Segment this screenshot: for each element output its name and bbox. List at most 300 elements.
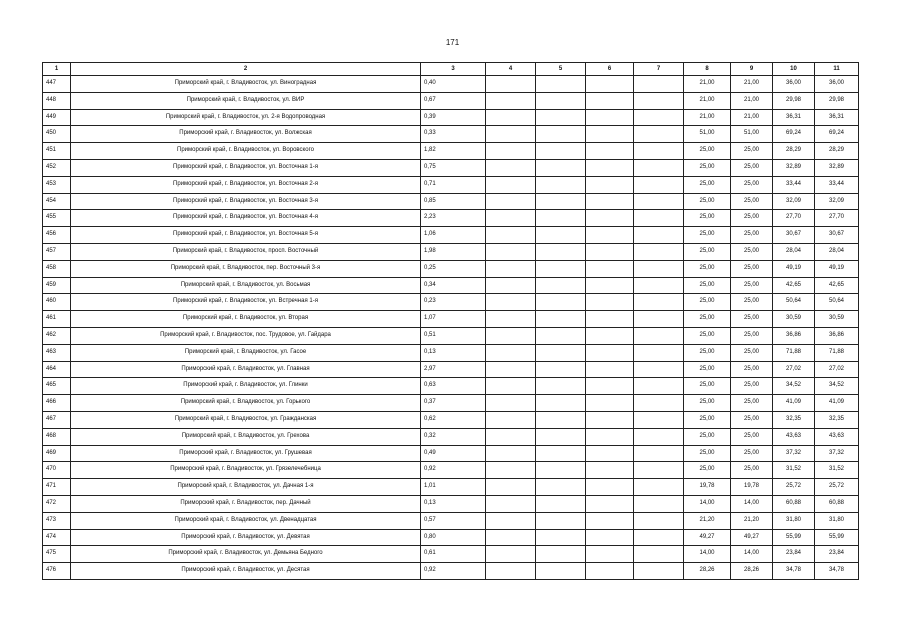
table-cell (536, 176, 586, 193)
table-cell (486, 411, 536, 428)
table-cell (586, 411, 634, 428)
table-cell: Приморский край, г. Владивосток, ул. Восточная 3-я (71, 193, 421, 210)
table-cell: 25,00 (684, 159, 731, 176)
table-cell: 2,97 (421, 361, 486, 378)
table-row (43, 462, 859, 479)
table-cell: 0,92 (421, 563, 486, 580)
table-cell: 31,80 (773, 512, 815, 529)
table-cell: 448 (43, 92, 71, 109)
table-cell: 457 (43, 243, 71, 260)
table-cell (634, 210, 684, 227)
table-cell: Приморский край, г. Владивосток, ул. Дачная 1-я (71, 479, 421, 496)
table-cell: 0,13 (421, 344, 486, 361)
table-cell: 21,00 (684, 76, 731, 93)
column-header: 8 (684, 63, 731, 76)
table-cell (486, 159, 536, 176)
table-cell: 14,00 (731, 495, 773, 512)
table-cell: 49,27 (684, 529, 731, 546)
table-cell: Приморский край, г. Владивосток, ул. Восьмая (71, 277, 421, 294)
table-cell (634, 495, 684, 512)
table-cell: 25,00 (684, 361, 731, 378)
table-cell (634, 411, 684, 428)
table-cell: 25,00 (731, 294, 773, 311)
table-cell: 34,78 (773, 563, 815, 580)
table-cell: 470 (43, 462, 71, 479)
table-cell (486, 277, 536, 294)
table-row (43, 445, 859, 462)
table-cell (536, 260, 586, 277)
table-cell (634, 126, 684, 143)
table-cell (586, 495, 634, 512)
table-cell (634, 92, 684, 109)
table-cell: 0,51 (421, 327, 486, 344)
table-cell: 21,00 (731, 109, 773, 126)
table-cell: 1,98 (421, 243, 486, 260)
table-cell (634, 378, 684, 395)
table-cell: 25,00 (731, 159, 773, 176)
table-cell (586, 311, 634, 328)
table-row (43, 378, 859, 395)
table-cell: 468 (43, 428, 71, 445)
table-cell: 21,00 (731, 76, 773, 93)
table-body (43, 76, 859, 580)
table-cell (536, 495, 586, 512)
table-cell (586, 92, 634, 109)
table-cell: 25,00 (731, 260, 773, 277)
table-cell: 51,00 (731, 126, 773, 143)
table-cell: Приморский край, г. Владивосток, ул. Горького (71, 395, 421, 412)
table-cell: 0,13 (421, 495, 486, 512)
table-cell: 0,57 (421, 512, 486, 529)
table-row (43, 243, 859, 260)
table-cell: 25,00 (684, 277, 731, 294)
table-cell: 449 (43, 109, 71, 126)
table-cell: 21,20 (731, 512, 773, 529)
table-cell: 25,00 (684, 462, 731, 479)
table-cell (536, 411, 586, 428)
table-cell (586, 277, 634, 294)
table-cell: 28,04 (815, 243, 859, 260)
table-cell (634, 76, 684, 93)
table-row (43, 277, 859, 294)
header-row (43, 63, 859, 76)
table-cell (634, 294, 684, 311)
table-cell: 475 (43, 546, 71, 563)
table-cell (486, 311, 536, 328)
table-cell: 28,29 (773, 143, 815, 160)
table-cell: 28,04 (773, 243, 815, 260)
table-cell: 41,09 (773, 395, 815, 412)
column-header: 1 (43, 63, 71, 76)
table-cell (586, 462, 634, 479)
table-row (43, 159, 859, 176)
table-cell (536, 294, 586, 311)
table-row (43, 546, 859, 563)
table-cell: 25,00 (684, 378, 731, 395)
table-cell: 42,65 (773, 277, 815, 294)
table-cell: 25,72 (773, 479, 815, 496)
column-header: 9 (731, 63, 773, 76)
table-cell (536, 428, 586, 445)
column-header: 2 (71, 63, 421, 76)
table-cell (586, 109, 634, 126)
table-row (43, 210, 859, 227)
table-cell: Приморский край, г. Владивосток, ул. Встречная 1-я (71, 294, 421, 311)
table-cell: 25,00 (684, 411, 731, 428)
table-cell: Приморский край, г. Владивосток, пос. Трудовое, ул. Гайдара (71, 327, 421, 344)
table-row (43, 479, 859, 496)
table-cell: 34,52 (773, 378, 815, 395)
table-cell: 25,00 (731, 193, 773, 210)
table-cell: 0,80 (421, 529, 486, 546)
table-cell: Приморский край, г. Владивосток, ул. Грушевая (71, 445, 421, 462)
table-row (43, 176, 859, 193)
column-header: 3 (421, 63, 486, 76)
table-cell (634, 479, 684, 496)
table-cell: 25,00 (731, 176, 773, 193)
table-cell: Приморский край, г. Владивосток, ул. Демьяна Бедного (71, 546, 421, 563)
table-cell: Приморский край, г. Владивосток, просп. Восточный (71, 243, 421, 260)
table-cell: 32,89 (773, 159, 815, 176)
table-cell: 32,09 (815, 193, 859, 210)
table-cell: 60,88 (773, 495, 815, 512)
table-row (43, 428, 859, 445)
table-cell (634, 227, 684, 244)
table-cell (486, 361, 536, 378)
table-cell: 454 (43, 193, 71, 210)
table-cell: 25,00 (731, 227, 773, 244)
table-cell: 25,00 (731, 462, 773, 479)
table-cell (486, 227, 536, 244)
table-cell: 29,98 (815, 92, 859, 109)
column-header: 11 (815, 63, 859, 76)
table-cell (586, 479, 634, 496)
table-row (43, 361, 859, 378)
table-cell: 69,24 (815, 126, 859, 143)
table-cell (586, 327, 634, 344)
table-cell (486, 327, 536, 344)
table-cell: 0,32 (421, 428, 486, 445)
table-cell: 456 (43, 227, 71, 244)
table-cell: 29,98 (773, 92, 815, 109)
table-cell: 0,34 (421, 277, 486, 294)
table-cell: 41,09 (815, 395, 859, 412)
table-row (43, 495, 859, 512)
table-cell: Приморский край, г. Владивосток, ул. Восточная 5-я (71, 227, 421, 244)
table-cell: 462 (43, 327, 71, 344)
column-header: 7 (634, 63, 684, 76)
table-cell (634, 277, 684, 294)
table-cell (634, 311, 684, 328)
table-cell: 463 (43, 344, 71, 361)
table-cell: Приморский край, г. Владивосток, ул. Волжская (71, 126, 421, 143)
table-cell: 31,80 (815, 512, 859, 529)
table-cell: 14,00 (731, 546, 773, 563)
table-cell (536, 143, 586, 160)
table-cell: 25,00 (684, 227, 731, 244)
table-cell (634, 395, 684, 412)
table-cell (536, 395, 586, 412)
table-cell (486, 210, 536, 227)
table-cell (486, 395, 536, 412)
table-cell (586, 176, 634, 193)
table-cell (586, 159, 634, 176)
table-cell: 452 (43, 159, 71, 176)
table-cell: 460 (43, 294, 71, 311)
table-cell: 36,31 (815, 109, 859, 126)
table-cell: Приморский край, г. Владивосток, ул. Воровского (71, 143, 421, 160)
table-cell: 25,00 (731, 395, 773, 412)
table-cell: 0,67 (421, 92, 486, 109)
table-cell: 28,29 (815, 143, 859, 160)
table-cell: 43,63 (815, 428, 859, 445)
table-cell (586, 344, 634, 361)
table-cell: 25,00 (731, 378, 773, 395)
column-header: 10 (773, 63, 815, 76)
table-cell (486, 378, 536, 395)
table-cell (634, 462, 684, 479)
table-cell (486, 529, 536, 546)
table-cell: 25,00 (684, 327, 731, 344)
table-cell: 34,78 (815, 563, 859, 580)
table-cell (586, 227, 634, 244)
table-cell: 25,00 (731, 277, 773, 294)
table-cell (634, 243, 684, 260)
table-cell: 49,19 (773, 260, 815, 277)
table-cell (586, 260, 634, 277)
table-cell: 455 (43, 210, 71, 227)
table-cell: 25,00 (731, 411, 773, 428)
table-cell: 25,00 (731, 445, 773, 462)
table-row (43, 126, 859, 143)
table-cell (536, 193, 586, 210)
table-cell: 36,00 (815, 76, 859, 93)
table-row (43, 411, 859, 428)
table-cell: 14,00 (684, 495, 731, 512)
table-cell (586, 126, 634, 143)
table-cell (586, 243, 634, 260)
table-cell: 0,92 (421, 462, 486, 479)
table-cell (536, 92, 586, 109)
table-cell: 27,70 (773, 210, 815, 227)
table-cell (486, 445, 536, 462)
table-cell (586, 563, 634, 580)
table-cell (536, 445, 586, 462)
table-cell (586, 210, 634, 227)
table-cell (536, 378, 586, 395)
table-cell: 55,99 (773, 529, 815, 546)
table-cell: Приморский край, г. Владивосток, ул. Глинки (71, 378, 421, 395)
table-cell: 25,00 (731, 428, 773, 445)
table-cell: Приморский край, г. Владивосток, ул. Девятая (71, 529, 421, 546)
table-cell: 471 (43, 479, 71, 496)
table-cell: 1,07 (421, 311, 486, 328)
table-cell: 25,00 (684, 143, 731, 160)
table-cell (586, 143, 634, 160)
table-cell: 50,64 (815, 294, 859, 311)
table-cell: Приморский край, г. Владивосток, ул. Главная (71, 361, 421, 378)
table-cell (486, 126, 536, 143)
table-cell: 28,26 (731, 563, 773, 580)
table-cell: Приморский край, г. Владивосток, ул. Виноградная (71, 76, 421, 93)
table-cell: 0,25 (421, 260, 486, 277)
table-cell (536, 344, 586, 361)
table-cell: 472 (43, 495, 71, 512)
page-number: 171 (445, 38, 460, 47)
table-cell (634, 546, 684, 563)
table-cell: 23,84 (773, 546, 815, 563)
table-cell: 30,59 (815, 311, 859, 328)
table-cell (536, 243, 586, 260)
table-cell: 25,00 (731, 361, 773, 378)
table-cell (536, 126, 586, 143)
column-header: 6 (586, 63, 634, 76)
table-row (43, 76, 859, 93)
table-cell (586, 395, 634, 412)
table-cell: Приморский край, г. Владивосток, ул. Гражданская (71, 411, 421, 428)
table-cell (634, 428, 684, 445)
table-row (43, 109, 859, 126)
table-cell: 25,00 (684, 260, 731, 277)
table-cell: 25,00 (731, 143, 773, 160)
table-cell: 21,00 (684, 109, 731, 126)
table-cell: 0,85 (421, 193, 486, 210)
table-cell (486, 76, 536, 93)
table-cell (634, 143, 684, 160)
table-cell: 19,78 (684, 479, 731, 496)
table-cell (536, 109, 586, 126)
table-cell: 21,20 (684, 512, 731, 529)
table-cell: 0,39 (421, 109, 486, 126)
table-cell: 71,88 (815, 344, 859, 361)
table-cell: 466 (43, 395, 71, 412)
table-row (43, 327, 859, 344)
table-cell (536, 361, 586, 378)
table-row (43, 512, 859, 529)
table-cell: 49,19 (815, 260, 859, 277)
table-cell: Приморский край, г. Владивосток, ул. Грехова (71, 428, 421, 445)
table-cell: 30,67 (773, 227, 815, 244)
table-cell: Приморский край, г. Владивосток, ул. Восточная 1-я (71, 159, 421, 176)
table-cell: 25,00 (731, 344, 773, 361)
table-cell: 25,00 (684, 193, 731, 210)
table-cell: Приморский край, г. Владивосток, ул. ВИР (71, 92, 421, 109)
table-cell: 25,00 (684, 210, 731, 227)
table-cell: Приморский край, г. Владивосток, ул. Восточная 2-я (71, 176, 421, 193)
table-cell: 32,35 (773, 411, 815, 428)
table-cell (634, 260, 684, 277)
table-cell: 36,86 (815, 327, 859, 344)
table-cell: 25,00 (684, 344, 731, 361)
table-cell: 0,40 (421, 76, 486, 93)
table-cell (586, 512, 634, 529)
table-cell (536, 563, 586, 580)
table-cell: 474 (43, 529, 71, 546)
table-cell (486, 109, 536, 126)
table-cell (486, 176, 536, 193)
table-cell (536, 159, 586, 176)
table-cell (536, 529, 586, 546)
table-cell: 453 (43, 176, 71, 193)
table-cell: 25,00 (684, 311, 731, 328)
table-cell: 0,49 (421, 445, 486, 462)
table-cell: 31,52 (815, 462, 859, 479)
column-header: 4 (486, 63, 536, 76)
table-cell: 25,00 (731, 243, 773, 260)
table-row (43, 143, 859, 160)
table-row (43, 260, 859, 277)
table-cell (586, 76, 634, 93)
table-cell (634, 109, 684, 126)
table-cell (486, 193, 536, 210)
table-cell (486, 243, 536, 260)
table-cell: 25,00 (684, 294, 731, 311)
table-cell: 49,27 (731, 529, 773, 546)
table-cell: 27,02 (815, 361, 859, 378)
table-cell: 37,32 (815, 445, 859, 462)
table-cell: 14,00 (684, 546, 731, 563)
table-cell: 36,86 (773, 327, 815, 344)
table-cell (634, 344, 684, 361)
table-cell: Приморский край, г. Владивосток, ул. Вторая (71, 311, 421, 328)
table-cell: 459 (43, 277, 71, 294)
table-cell: 33,44 (773, 176, 815, 193)
table-cell: 36,31 (773, 109, 815, 126)
table-cell (586, 546, 634, 563)
table-cell: 0,62 (421, 411, 486, 428)
table-cell: 55,99 (815, 529, 859, 546)
table-cell: 469 (43, 445, 71, 462)
table-cell: 0,23 (421, 294, 486, 311)
table-cell: 25,00 (684, 428, 731, 445)
table-row (43, 294, 859, 311)
table-cell (586, 294, 634, 311)
table-cell: 476 (43, 563, 71, 580)
table-cell (486, 462, 536, 479)
table-cell: Приморский край, г. Владивосток, ул. Двенадцатая (71, 512, 421, 529)
table-cell: Приморский край, г. Владивосток, пер. Восточный 3-я (71, 260, 421, 277)
table-cell (634, 176, 684, 193)
table-cell (486, 563, 536, 580)
table-cell (536, 479, 586, 496)
table-cell: Приморский край, г. Владивосток, пер. Дачный (71, 495, 421, 512)
table-cell: 60,88 (815, 495, 859, 512)
table-cell (536, 76, 586, 93)
table-cell: 450 (43, 126, 71, 143)
table-cell: Приморский край, г. Владивосток, ул. 2-я Водопроводная (71, 109, 421, 126)
table-cell (634, 361, 684, 378)
table-cell: 37,32 (773, 445, 815, 462)
table-cell: 25,72 (815, 479, 859, 496)
table-cell: 36,00 (773, 76, 815, 93)
table-cell: 23,84 (815, 546, 859, 563)
table-cell (486, 344, 536, 361)
table-cell: 447 (43, 76, 71, 93)
table-cell: 25,00 (684, 395, 731, 412)
table-cell (634, 193, 684, 210)
table-cell (536, 327, 586, 344)
table-row (43, 563, 859, 580)
table-cell: 467 (43, 411, 71, 428)
table-cell: 464 (43, 361, 71, 378)
table-cell: 0,71 (421, 176, 486, 193)
table-cell: 25,00 (684, 176, 731, 193)
table-row (43, 92, 859, 109)
table-cell: Приморский край, г. Владивосток, ул. Гасое (71, 344, 421, 361)
table-cell: 0,33 (421, 126, 486, 143)
table-cell (586, 529, 634, 546)
table-row (43, 193, 859, 210)
